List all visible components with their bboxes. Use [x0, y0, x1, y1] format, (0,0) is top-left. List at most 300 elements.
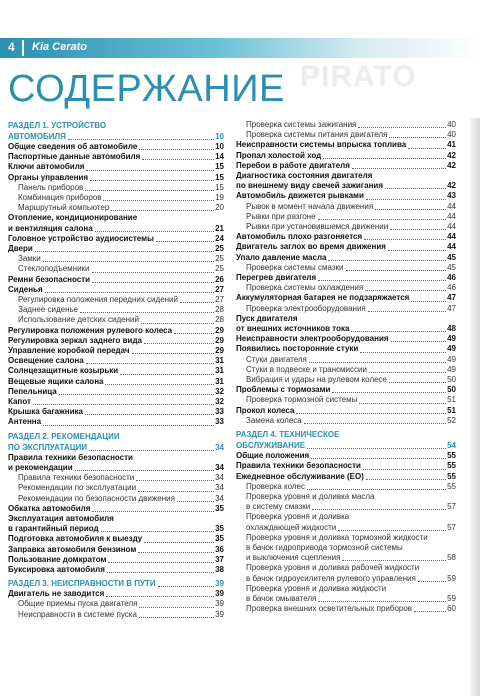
toc-right-column	[236, 120, 456, 614]
toc-leader-dots	[144, 542, 214, 543]
toc-entry	[236, 385, 456, 395]
toc-leader-dots	[80, 312, 214, 313]
toc-page-number: 34	[215, 473, 224, 483]
toc-entry-row	[8, 275, 224, 285]
toc-leader-dots	[68, 139, 214, 140]
toc-page-number: 28	[215, 315, 224, 325]
toc-page-number: 49	[447, 354, 456, 364]
toc-entry-row	[8, 285, 224, 295]
toc-leader-dots	[111, 210, 214, 211]
toc-subentry	[236, 365, 456, 375]
toc-entry-line: РАЗДЕЛ 4. ТЕХНИЧЕСКОЕ	[236, 430, 340, 440]
toc-page-number: 31	[215, 366, 224, 376]
toc-entry-row	[8, 326, 224, 336]
toc-left-column	[8, 120, 224, 620]
toc-entry-row	[8, 578, 224, 589]
toc-entry-row	[18, 193, 224, 203]
toc-subentry	[236, 130, 456, 140]
toc-page-number: 14	[215, 152, 224, 162]
toc-entry-title: Сиденья	[8, 284, 43, 294]
toc-page-number: 40	[447, 130, 456, 140]
toc-entry-title: Общие сведения об автомобиле	[8, 142, 138, 151]
toc-leader-dots	[92, 282, 214, 283]
toc-entry-row	[18, 473, 224, 483]
toc-subentry	[8, 599, 224, 609]
toc-entry-title: Двигатель заглох во время движения	[236, 242, 386, 252]
toc-leader-dots	[107, 572, 214, 573]
toc-leader-dots	[309, 362, 446, 363]
toc-leader-dots	[346, 270, 447, 271]
page-number: 4	[8, 40, 15, 54]
toc-subentry	[236, 202, 456, 212]
toc-entry	[236, 273, 456, 283]
toc-subentry	[8, 315, 224, 325]
ghost-watermark: PIRATO	[300, 60, 417, 93]
toc-entry	[8, 417, 224, 427]
toc-subentry	[8, 494, 224, 504]
toc-entry	[8, 346, 224, 356]
toc-entry-title: Стеклоподъемники	[18, 264, 90, 274]
toc-page-number: 29	[215, 335, 224, 345]
toc-page-number: 49	[447, 334, 456, 344]
toc-leader-dots	[90, 180, 214, 181]
toc-subentry	[8, 305, 224, 315]
toc-entry-row	[236, 385, 456, 395]
toc-leader-dots	[389, 137, 446, 138]
toc-page-number: 42	[447, 160, 456, 170]
toc-page-number: 45	[447, 262, 456, 272]
toc-entry	[8, 152, 224, 162]
toc-entry-line: Эксплуатация автомобиля	[8, 513, 114, 523]
toc-leader-dots	[414, 611, 446, 612]
toc-entry-title: Ключи автомобиля	[8, 162, 85, 172]
toc-subentry	[8, 183, 224, 193]
toc-leader-dots	[86, 170, 214, 171]
toc-leader-dots	[388, 250, 446, 251]
toc-page-number: 43	[447, 191, 456, 201]
toc-page-number: 59	[447, 573, 456, 583]
toc-entry	[8, 336, 224, 346]
toc-leader-dots	[332, 392, 446, 393]
toc-entry-row	[246, 365, 456, 375]
toc-entry-title: Ремни безопасности	[8, 274, 91, 284]
toc-leader-dots	[364, 239, 446, 240]
toc-page-number: 35	[215, 503, 224, 513]
toc-entry-title: Перебои в работе двигателя	[236, 160, 350, 170]
toc-leader-dots	[174, 333, 214, 334]
toc-entry-title: АВТОМОБИЛЯ	[8, 132, 66, 141]
toc-entry-title: Капот	[8, 397, 31, 407]
toc-entry	[8, 285, 224, 295]
toc-leader-dots	[138, 552, 214, 553]
toc-entry-row	[236, 451, 456, 461]
toc-leader-dots	[139, 617, 214, 618]
toc-entry-title: Перегрев двигателя	[236, 273, 317, 283]
toc-leader-dots	[360, 352, 446, 353]
toc-leader-dots	[304, 423, 446, 424]
toc-page-number: 24	[215, 233, 224, 243]
toc-leader-dots	[323, 158, 446, 159]
toc-subentry	[236, 283, 456, 293]
toc-entry-row	[236, 232, 456, 242]
toc-leader-dots	[85, 190, 214, 191]
toc-entry-title: Управление коробкой передач	[8, 346, 130, 356]
toc-entry-title: Стуки в подвеске и трансмиссии	[246, 364, 367, 374]
toc-entry	[8, 234, 224, 244]
toc-entry-title: Двигатель не заводится	[8, 589, 105, 599]
toc-page-number: 48	[447, 324, 456, 334]
toc-page-number: 46	[447, 283, 456, 293]
toc-leader-dots	[359, 403, 446, 404]
toc-entry-title: Рывки при разгоне	[246, 211, 316, 221]
toc-page-number: 10	[215, 132, 224, 141]
toc-leader-dots	[138, 491, 214, 492]
toc-leader-dots	[369, 372, 446, 373]
toc-page-number: 39	[215, 579, 224, 589]
toc-entry-title: Двери	[8, 244, 33, 254]
toc-entry	[8, 326, 224, 336]
toc-entry-row	[236, 472, 456, 482]
toc-page-number: 15	[215, 162, 224, 172]
toc-page-number: 51	[447, 405, 456, 415]
toc-entry-row	[236, 253, 456, 263]
toc-page-number: 26	[215, 274, 224, 284]
toc-page-number: 58	[447, 553, 456, 563]
toc-subentry	[236, 604, 456, 614]
toc-entry	[8, 555, 224, 565]
toc-subentry	[8, 264, 224, 274]
toc-entry	[236, 140, 456, 150]
toc-subentry	[236, 222, 456, 232]
toc-entry-row	[8, 555, 224, 565]
toc-entry-title: Проблемы с тормозами	[236, 385, 331, 395]
toc-entry-row	[8, 244, 224, 254]
toc-leader-dots	[366, 479, 446, 480]
toc-page-number: 27	[215, 295, 224, 305]
toc-entry-title: Аккумуляторная батарея не подзаряжается	[236, 293, 410, 303]
toc-entry-title: Автомобиль плохо разгоняется	[236, 232, 363, 242]
toc-page-number: 25	[215, 264, 224, 274]
toc-subentry	[8, 610, 224, 620]
toc-entry-row	[8, 131, 224, 142]
toc-subentry	[236, 533, 456, 564]
toc-entry-row	[236, 293, 456, 303]
toc-leader-dots	[180, 302, 214, 303]
toc-page-number: 54	[447, 441, 456, 451]
toc-leader-dots	[328, 260, 446, 261]
toc-leader-dots	[351, 331, 446, 332]
toc-entry-line: в бачок гидропривода тормозной системы	[246, 542, 403, 552]
toc-entry-row	[8, 545, 224, 555]
toc-entry-title: Рекомендации по безопасности движения	[18, 493, 175, 503]
toc-subentry	[8, 203, 224, 213]
toc-leader-dots	[307, 448, 446, 449]
toc-page-number: 44	[447, 232, 456, 242]
toc-leader-dots	[43, 261, 214, 262]
toc-page-number: 47	[447, 293, 456, 303]
toc-entry-title: Проверка системы питания двигателя	[246, 130, 388, 140]
toc-entry-title: Маршрутный компьютер	[18, 203, 110, 213]
header-divider	[22, 40, 24, 56]
toc-page-number: 59	[447, 593, 456, 603]
toc-entry-row	[8, 589, 224, 599]
toc-page-number: 49	[447, 364, 456, 374]
toc-page-number: 44	[447, 242, 456, 252]
toc-entry-title: и выключения сцепления	[246, 553, 341, 563]
toc-entry	[236, 161, 456, 171]
toc-entry-row	[236, 344, 456, 354]
toc-entry-title: ПО ЭКСПЛУАТАЦИИ	[8, 442, 88, 452]
toc-entry-row	[246, 304, 456, 314]
toc-page-number: 44	[447, 201, 456, 211]
toc-entry	[236, 151, 456, 161]
toc-leader-dots	[120, 374, 214, 375]
toc-leader-dots	[142, 159, 214, 160]
toc-page-number: 39	[215, 599, 224, 609]
toc-entry-row	[236, 406, 456, 416]
toc-entry	[236, 451, 456, 461]
toc-subentry	[236, 375, 456, 385]
toc-page-number: 33	[215, 407, 224, 417]
toc-page-number: 44	[447, 211, 456, 221]
toc-leader-dots	[307, 489, 446, 490]
toc-entry-title: Проверка электрооборудования	[246, 303, 366, 313]
running-title: Kia Cerato	[32, 41, 88, 53]
toc-subentry	[8, 483, 224, 493]
toc-leader-dots	[108, 562, 214, 563]
toc-entry-title: Головное устройство аудиосистемы	[8, 233, 154, 243]
toc-entry-title: охлаждающей жидкости	[246, 522, 337, 532]
toc-leader-dots	[35, 251, 214, 252]
toc-entry-title: в бачок гидроусилителя рулевого управления	[246, 573, 416, 583]
toc-page-number: 15	[215, 182, 224, 192]
toc-entry	[8, 589, 224, 599]
toc-page-number: 50	[447, 375, 456, 385]
toc-entry-row	[18, 483, 224, 493]
toc-page-number: 60	[447, 604, 456, 614]
toc-entry-title: Прокол колеса	[236, 405, 295, 415]
toc-entry-row	[236, 334, 456, 344]
toc-entry-row	[236, 161, 456, 171]
toc-page-number: 51	[447, 395, 456, 405]
toc-page-number: 37	[215, 554, 224, 564]
toc-entry-row	[246, 120, 456, 130]
toc-entry-row	[8, 366, 224, 376]
toc-leader-dots	[86, 363, 214, 364]
toc-page-number: 33	[215, 417, 224, 427]
toc-entry-title: Заправка автомобиля бензином	[8, 544, 137, 554]
toc-entry-row	[246, 553, 456, 563]
toc-leader-dots	[338, 530, 446, 531]
toc-entry-row	[8, 397, 224, 407]
toc-leader-dots	[296, 413, 446, 414]
toc-entry-row	[236, 461, 456, 471]
toc-entry-title: Пользование домкратом	[8, 554, 107, 564]
toc-entry-row	[8, 534, 224, 544]
toc-leader-dots	[59, 394, 214, 395]
toc-entry-title: от внешних источников тока	[236, 324, 350, 334]
toc-entry-line: Правила техники безопасности	[8, 452, 133, 462]
toc-page-number: 34	[215, 462, 224, 472]
toc-subentry	[236, 563, 456, 583]
toc-entry	[236, 344, 456, 354]
toc-subentry	[236, 120, 456, 130]
toc-page-number: 47	[447, 303, 456, 313]
toc-page-number: 19	[215, 193, 224, 203]
toc-leader-dots	[139, 607, 214, 608]
toc-entry	[8, 534, 224, 544]
toc-page-number: 57	[447, 522, 456, 532]
toc-entry-title: Крышка багажника	[8, 407, 83, 417]
toc-entry-title: Проверка системы охлаждения	[246, 283, 364, 293]
toc-entry-row	[246, 355, 456, 365]
toc-page-number: 31	[215, 376, 224, 386]
toc-leader-dots	[352, 168, 446, 169]
toc-entry	[8, 545, 224, 555]
toc-entry-title: Проверка системы смазки	[246, 262, 344, 272]
toc-entry	[8, 275, 224, 285]
toc-leader-dots	[389, 382, 446, 383]
toc-entry-row	[18, 494, 224, 504]
toc-page-number: 27	[215, 284, 224, 294]
toc-entry	[8, 407, 224, 417]
toc-leader-dots	[95, 231, 214, 232]
toc-page-number: 49	[447, 344, 456, 354]
toc-page-number: 31	[215, 356, 224, 366]
toc-page-number: 32	[215, 397, 224, 407]
toc-entry-row	[236, 191, 456, 201]
toc-leader-dots	[105, 384, 214, 385]
toc-entry	[8, 453, 224, 473]
toc-subentry	[236, 355, 456, 365]
toc-entry-row	[246, 416, 456, 426]
toc-entry-row	[8, 224, 224, 234]
toc-page-number: 39	[215, 609, 224, 619]
toc-entry-title: Проверка тормозной системы	[246, 395, 358, 405]
toc-entry-row	[246, 604, 456, 614]
toc-section-heading	[8, 578, 224, 589]
toc-entry-title: Буксировка автомобиля	[8, 564, 105, 574]
toc-entry	[236, 461, 456, 471]
toc-entry-title: Комбинация приборов	[18, 193, 102, 203]
toc-entry-title: в гарантийный период	[8, 524, 99, 534]
toc-entry-line: Отопление, кондиционирование	[8, 213, 138, 223]
toc-entry-row	[246, 130, 456, 140]
toc-leader-dots	[103, 200, 214, 201]
toc-subentry	[236, 482, 456, 492]
toc-entry-row	[8, 346, 224, 356]
toc-entry-title: по внешнему виду свечей зажигания	[236, 181, 384, 191]
toc-leader-dots	[156, 241, 214, 242]
toc-leader-dots	[318, 280, 446, 281]
toc-entry-row	[18, 254, 224, 264]
toc-leader-dots	[106, 596, 214, 597]
toc-entry-row	[236, 140, 456, 150]
toc-page-number: 34	[215, 483, 224, 493]
toc-entry-title: Неисправности в системе пуска	[18, 609, 137, 619]
toc-entry-title: Замки	[18, 254, 41, 264]
toc-page-number: 29	[215, 346, 224, 356]
toc-entry	[236, 334, 456, 344]
toc-entry-row	[8, 173, 224, 183]
toc-entry-row	[246, 283, 456, 293]
toc-entry-row	[18, 183, 224, 193]
toc-entry-row	[246, 395, 456, 405]
toc-entry-row	[8, 142, 224, 152]
toc-page-number: 55	[447, 471, 456, 481]
toc-section-heading	[8, 120, 224, 142]
toc-entry-title: Регулировка зеркал заднего вида	[8, 335, 142, 345]
toc-entry	[8, 213, 224, 233]
toc-leader-dots	[139, 149, 214, 150]
toc-page-number: 52	[447, 415, 456, 425]
toc-entry	[236, 232, 456, 242]
toc-entry-title: Органы управления	[8, 172, 89, 182]
toc-entry	[236, 406, 456, 416]
toc-entry-line: РАЗДЕЛ 2. РЕКОМЕНДАЦИИ	[8, 431, 120, 441]
toc-page-number: 29	[215, 325, 224, 335]
page-edge-shadow	[470, 118, 480, 696]
toc-entry-row	[8, 234, 224, 244]
toc-entry-title: Регулировка положения передних сидений	[18, 295, 178, 305]
toc-entry-row	[18, 203, 224, 213]
toc-page-number: 35	[215, 524, 224, 534]
toc-entry-title: Общие приемы пуска двигателя	[18, 599, 138, 609]
toc-entry-title: Панель приборов	[18, 182, 84, 192]
toc-entry-row	[8, 152, 224, 162]
toc-entry-row	[236, 151, 456, 161]
toc-leader-dots	[318, 219, 447, 220]
toc-subentry	[236, 584, 456, 604]
toc-entry-row	[8, 504, 224, 514]
toc-subentry	[236, 212, 456, 222]
toc-entry	[236, 472, 456, 482]
toc-leader-dots	[92, 272, 215, 273]
toc-entry-title: Правила техники безопасности	[18, 473, 135, 483]
toc-subentry	[236, 492, 456, 512]
toc-entry-title: Замена колеса	[246, 415, 302, 425]
toc-leader-dots	[101, 531, 215, 532]
toc-leader-dots	[391, 341, 447, 342]
toc-entry-line: Проверка уровня и доливка масла	[246, 491, 375, 501]
toc-entry-row	[8, 356, 224, 366]
toc-entry-title: Вибрация и удары на рулевом колесе	[246, 375, 388, 385]
toc-page-number: 50	[447, 385, 456, 395]
toc-entry-row	[246, 212, 456, 222]
toc-entry-title: Обкатка автомобиля	[8, 503, 91, 513]
toc-leader-dots	[358, 127, 446, 128]
toc-entry-row	[8, 565, 224, 575]
toc-leader-dots	[144, 343, 214, 344]
toc-leader-dots	[89, 450, 214, 451]
toc-page-number: 25	[215, 244, 224, 254]
toc-entry-row	[8, 442, 224, 453]
toc-entry-row	[246, 574, 456, 584]
toc-entry-row	[18, 610, 224, 620]
toc-entry	[236, 191, 456, 201]
toc-leader-dots	[158, 586, 215, 587]
toc-entry	[8, 565, 224, 575]
toc-entry-line: Проверка уровня и доливка тормозной жидкости	[246, 532, 428, 542]
toc-subentry	[8, 295, 224, 305]
toc-entry	[236, 314, 456, 334]
toc-page-number: 42	[447, 181, 456, 191]
toc-entry	[236, 171, 456, 191]
toc-entry-title: Рывок в момент начала движения	[246, 201, 374, 211]
toc-entry-title: Проверка системы зажигания	[246, 120, 357, 129]
toc-page-number: 38	[215, 564, 224, 574]
toc-leader-dots	[132, 353, 215, 354]
